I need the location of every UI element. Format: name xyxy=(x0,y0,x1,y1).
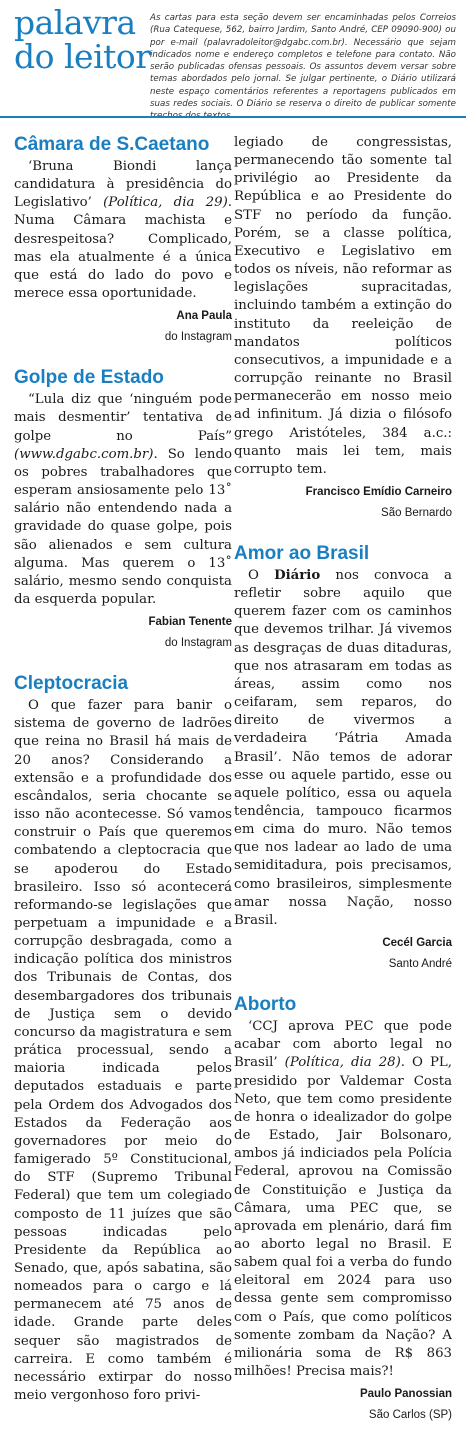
letter-title: Cleptocracia xyxy=(14,673,129,695)
header-rule xyxy=(0,116,466,118)
letter-body: O Diário nos convoca a refletir sobre aquilo que querem fazer com os caminhos que devemos trilhar. Já vivemos as desgraças de duas ditaduras, que nos atrasaram em todas as áreas, assim como nos ceifaram, sem reparos, do direito de vivermos a verdadeira ‘Pátria Amada Brasil’. Não temos de adorar esse ou aquele partido, esse ou aquele político, essa ou aquela tendência, tampouco ficarmos em cima do muro. Não temos que nos ladear ao lado de uma semiditadura, pois precisamos, como brasileiros, simplesmente amar nossa Nação, nosso Brasil. xyxy=(234,567,452,928)
letter-body: O que fazer para banir o sistema de governo de ladrões que reina no Brasil há mais de 20 anos? Considerando a extensão e a profundidade dos escândalos, seria chocante se isso não acontecesse. Só vamos construir o País que queremos combatendo a cleptocracia que se apoderou do Estado brasileiro. Isso só acontecerá reformando-se legislações que perpetuam a impunidade e a corrupção desbragada, como a indicação política dos ministros dos Tribunais de Contas, dos desembargadores dos tribunais de Justiça sem o devido concurso da magistratura e sem prática processual, sendo a maioria indicada pelos deputados estaduais e parte pela Ordem dos Advogados dos Estados da Federação aos governadores por meio do famigerado 5º Constitucional, do STF (Supremo Tribunal Federal) que tem um colegiado composto de 11 juízes que são pessoas indicadas pelo Presidente da República ao Senado, que, após sabatina, são nomeados para o cargo e lá permanecem até 75 anos de idade. Grande parte deles sequer são magistrados de carreira. E como também é necessário extirpar do nosso meio vergonhoso foro privi- xyxy=(14,698,232,1404)
letter-camara xyxy=(14,134,232,345)
letter-signature xyxy=(234,1387,452,1423)
letter-amor-ao-brasil xyxy=(234,543,452,972)
letter-body: “Lula diz que ‘ninguém pode mais desmentir’ tentativa de golpe no País” (www.dgabc.com.br). So lendo os pobres trabalhadores que esperam ansiosamente pelo 13˚ salário não entendendo nada a gravidade do quase golpe, pois são alienados e sem cultura alguma. Mas querem o 13˚ salário, mesmo sendo conquista da esquerda popular. xyxy=(14,392,232,607)
letter-author: Paulo Panossian xyxy=(359,1388,452,1401)
letter-signature xyxy=(14,615,232,651)
newspaper-name: Diário xyxy=(274,567,321,583)
article-reference: (Política, dia 29) xyxy=(103,195,228,211)
left-column xyxy=(14,134,232,1427)
letter-author: Fabian Tenente xyxy=(148,616,232,629)
letter-title: Golpe de Estado xyxy=(14,367,164,389)
letter-cleptocracia-continued xyxy=(234,134,452,521)
letter-title: Câmara de S.Caetano xyxy=(14,134,210,155)
letter-body: ‘CCJ aprova PEC que pode acabar com aborto legal no Brasil’ (Política, dia 28). O PL, presidido por Valdemar Costa Neto, que tem como presidente de honra o idealizador do golpe de Estado, Jair Bolsonaro, ambos já indiciados pela Polícia Federal, aprovou na Comissão de Constituição e Justiça da Câmara, uma PEC que, se aprovada em plenário, dará fim ao aborto legal no Brasil. E sabem qual foi a verba do fundo eleitoral em 2024 para uso dessa gente sem compromisso com o País, que como políticos somente zombam da Nação? A milionária soma de R$ 863 milhões! Precisa mais?! xyxy=(234,1019,452,1380)
section-title xyxy=(14,3,151,76)
letter-signature xyxy=(234,485,452,521)
letter-body: ‘Bruna Biondi lança candidatura à presidência do Legislativo’ (Política, dia 29). Numa Câmara machista e desrespeitosa? Complicado, mas ela atualmente é a única que está do lado do povo e merece essa oportunidade. xyxy=(14,159,232,302)
letter-author: Cecél Garcia xyxy=(382,937,452,950)
article-reference: (www.dgabc.com.br) xyxy=(14,446,154,462)
right-column xyxy=(234,134,452,1445)
letter-origin: São Bernardo xyxy=(381,506,452,519)
submission-note: As cartas para esta seção devem ser encaminhadas pelos Correios (Rua Catequese, 562, bairro Jardim, Santo André, CEP 09090-900) ou por e-mail (palavradoleitor@dgabc.com.br). Necessário que sejam indicados nome e endereço completos e telefone para contato. Não serão publicadas ofensas pessoais. Os assuntos devem versar sobre temas abordados pelo jornal. Se julgar pertinente, o Diário utilizará neste espaço comentários referentes a reportagens publicados em suas redes sociais. O Diário se reserva o direito de publicar somente xyxy=(150,13,456,110)
letter-author: Francisco Emídio Carneiro xyxy=(305,485,452,498)
letter-title: Amor ao Brasil xyxy=(234,542,370,564)
letter-author: Ana Paula xyxy=(176,310,232,323)
letter-signature xyxy=(14,309,232,345)
letter-body-continued: legiado de congressistas, permanecendo tão somente tal privilégio ao Presidente da República e ao Presidente do STF no período da função. Porém, se a classe política, Executivo e Legislativo em todos os níveis, não reformar as legislações supracitadas, incluindo também a extinção do instituto da reeleição de mandatos políticos consecutivos, a impunidade e a corrupção reinante no Brasil permanecerão em nosso meio ad infinitum. Já dizia o filósofo grego Aristóteles, 384 a.c.: quanto mais lei tem, mais corrupto tem. xyxy=(234,135,452,477)
letter-origin: do Instagram xyxy=(164,637,232,650)
letter-cleptocracia xyxy=(14,673,232,1405)
letter-title: Aborto xyxy=(234,994,297,1016)
section-title-line2: do leitor xyxy=(14,37,151,76)
letter-signature xyxy=(234,936,452,972)
letter-origin: Santo André xyxy=(388,958,452,971)
article-reference: (Política, dia 28) xyxy=(284,1055,401,1071)
section-title-line1: palavra xyxy=(14,3,136,42)
letter-aborto xyxy=(234,994,452,1423)
letter-origin: São Carlos (SP) xyxy=(368,1409,452,1422)
letter-origin: do Instagram xyxy=(164,331,232,344)
letter-golpe xyxy=(14,367,232,651)
